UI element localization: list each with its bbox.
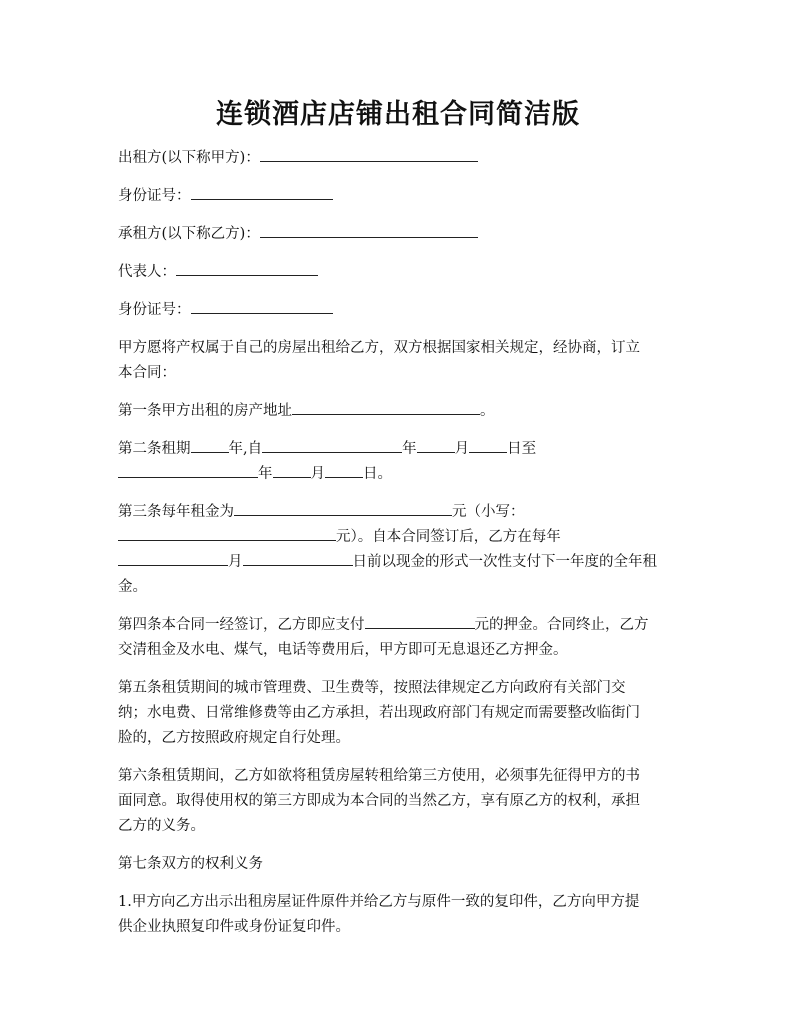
article-5-line-2: 纳；水电费、日常维修费等由乙方承担，若出现政府部门有规定而需要整改临街门	[118, 705, 640, 721]
representative-line	[118, 260, 682, 285]
intro-paragraph	[118, 336, 682, 386]
term-years-blank[interactable]	[191, 437, 229, 453]
article-6-line-1: 第六条租赁期间，乙方如欲将租赁房屋转租给第三方使用，必须事先征得甲方的书	[118, 768, 640, 784]
end-day-blank[interactable]	[325, 462, 363, 478]
article-4-deposit: 元的押金。合同终止，乙方	[474, 617, 649, 633]
intro-line-2: 本合同：	[118, 365, 176, 381]
article-3-end: 金。	[118, 579, 147, 595]
article-6	[118, 764, 682, 839]
article-5-line-3: 脸的，乙方按照政府规定自行处理。	[118, 730, 350, 746]
party-b-id-line	[118, 298, 682, 323]
party-b-blank[interactable]	[260, 222, 478, 238]
annual-rent-figure-blank[interactable]	[118, 525, 336, 541]
payment-day-blank[interactable]	[243, 550, 353, 566]
article-2	[118, 437, 682, 487]
party-b-line	[118, 222, 682, 247]
deposit-blank[interactable]	[365, 613, 475, 629]
article-4	[118, 613, 682, 663]
article-6-line-3: 乙方的义务。	[118, 818, 205, 834]
article-2-to: 日至	[507, 441, 537, 457]
article-2-month: 月	[454, 441, 470, 457]
representative-label: 代表人：	[118, 264, 176, 280]
article-6-line-2: 面同意。取得使用权的第三方即成为本合同的当然乙方，享有原乙方的权利，承担	[118, 793, 640, 809]
article-3-deadline: 日前以现金的形式一次性支付下一年度的全年租	[352, 554, 657, 570]
item-1-line-1: 1.甲方向乙方出示出租房屋证件原件并给乙方与原件一致的复印件，乙方向甲方提	[118, 894, 640, 910]
end-year-blank[interactable]	[118, 462, 258, 478]
article-1	[118, 399, 682, 424]
article-4-refund: 交清租金及水电、煤气，电话等费用后，甲方即可无息退还乙方押金。	[118, 642, 568, 658]
party-a-id-label: 身份证号：	[118, 188, 191, 204]
start-day-blank[interactable]	[469, 437, 507, 453]
article-4-text: 第四条本合同一经签订，乙方即应支付	[118, 617, 365, 633]
article-3-unit: 元（小写：	[452, 504, 525, 520]
party-b-id-blank[interactable]	[191, 298, 333, 314]
article-5	[118, 676, 682, 751]
party-b-id-label: 身份证号：	[118, 302, 191, 318]
article-1-end: 。	[480, 403, 495, 419]
payment-month-blank[interactable]	[118, 550, 228, 566]
article-3-payment: 元）。自本合同签订后，乙方在每年	[336, 529, 561, 545]
article-3-month: 月	[228, 554, 243, 570]
article-7-item-1	[118, 890, 682, 940]
party-a-id-line	[118, 184, 682, 209]
annual-rent-blank[interactable]	[234, 500, 452, 516]
article-2-end-year: 年	[258, 466, 273, 482]
party-a-line	[118, 146, 682, 171]
start-month-blank[interactable]	[417, 437, 455, 453]
article-2-text: 第二条租期	[118, 441, 191, 457]
article-2-end-day: 日。	[363, 466, 392, 482]
party-a-id-blank[interactable]	[191, 184, 333, 200]
intro-line-1: 甲方愿将产权属于自己的房屋出租给乙方，双方根据国家相关规定，经协商，订立	[118, 340, 640, 356]
article-2-from: 年,自	[228, 441, 263, 457]
party-a-blank[interactable]	[260, 146, 478, 162]
article-3	[118, 500, 682, 600]
start-year-blank[interactable]	[262, 437, 402, 453]
party-a-label: 出租方(以下称甲方)：	[118, 150, 260, 166]
item-1-line-2: 供企业执照复印件或身份证复印件。	[118, 919, 350, 935]
article-2-end-month: 月	[310, 466, 325, 482]
article-2-year: 年	[402, 441, 417, 457]
article-3-text: 第三条每年租金为	[118, 504, 234, 520]
end-month-blank[interactable]	[273, 462, 311, 478]
document-title: 连锁酒店店铺出租合同简洁版	[216, 99, 580, 130]
contract-body	[118, 146, 682, 940]
article-7-heading: 第七条双方的权利义务	[118, 856, 263, 872]
representative-blank[interactable]	[176, 260, 318, 276]
address-blank[interactable]	[292, 399, 480, 415]
article-5-line-1: 第五条租赁期间的城市管理费、卫生费等，按照法律规定乙方向政府有关部门交	[118, 680, 626, 696]
party-b-label: 承租方(以下称乙方)：	[118, 226, 260, 242]
article-1-text: 第一条甲方出租的房产地址	[118, 403, 292, 419]
